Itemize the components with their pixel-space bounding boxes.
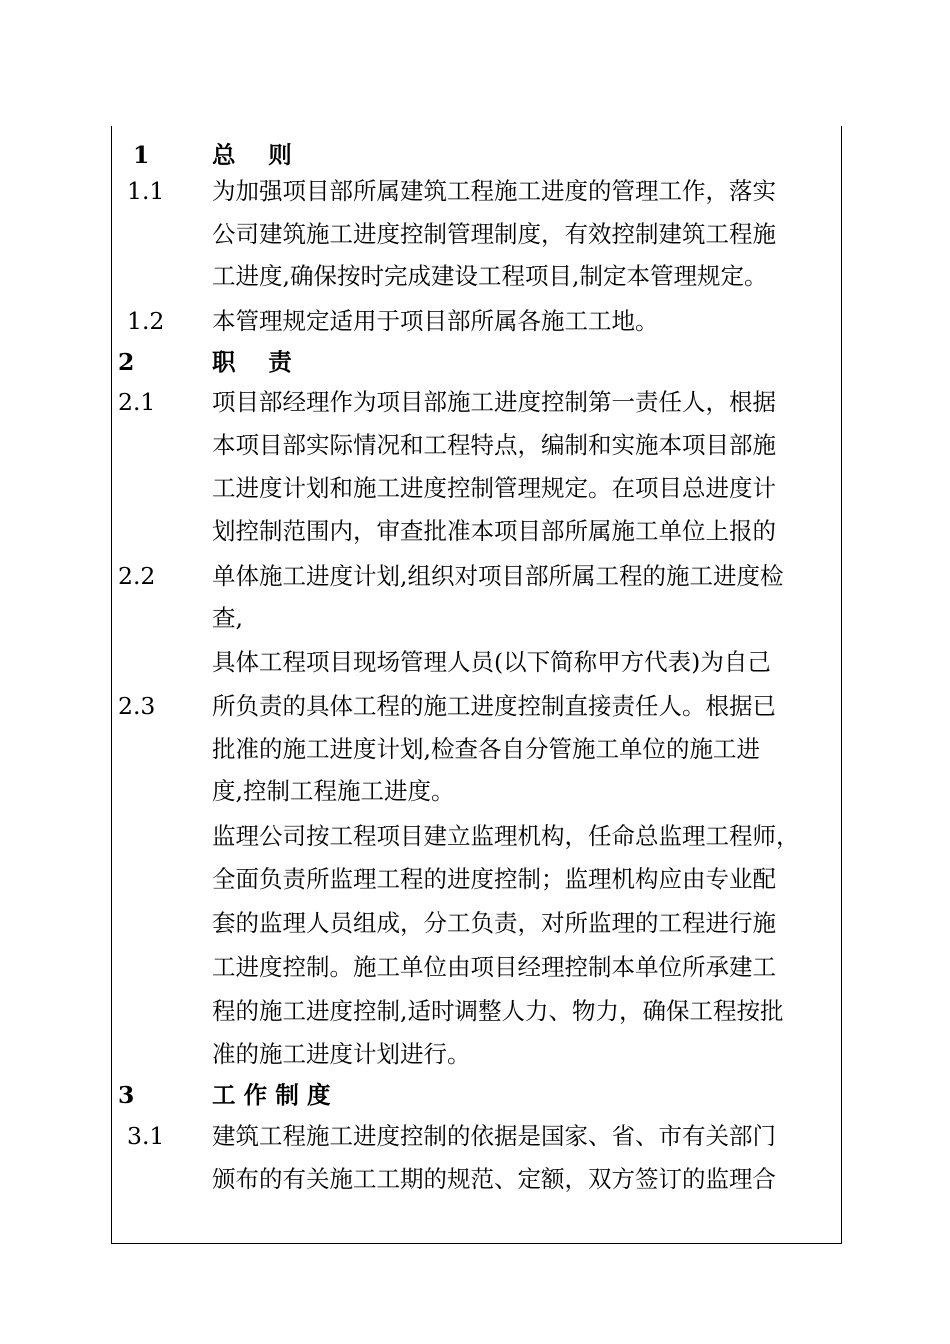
paragraph-line: 颁布的有关施工工期的规范、定额，双方签订的监理合 — [212, 1165, 776, 1193]
paragraph-line: 监理公司按工程项目建立监理机构，任命总监理工程师， — [212, 822, 800, 850]
paragraph-line: 公司建筑施工进度控制管理制度，有效控制建筑工程施 — [212, 220, 776, 248]
clause-number: 2.2 — [118, 562, 156, 590]
paragraph-line: 准的施工进度计划进行。 — [212, 1040, 471, 1068]
paragraph-line: 工进度控制。施工单位由项目经理控制本单位所承建工 — [212, 953, 776, 981]
paragraph-line: 度,控制工程施工进度。 — [212, 777, 455, 805]
section-title: 总 则 — [212, 141, 292, 169]
paragraph-line: 工进度,确保按时完成建设工程项目,制定本管理规定。 — [212, 262, 768, 290]
document-frame — [111, 126, 842, 1244]
paragraph-line: 单体施工进度计划,组织对项目部所属工程的施工进度检 — [212, 562, 784, 590]
section-number: 2 — [118, 348, 135, 376]
section-title: 职 责 — [212, 348, 292, 376]
paragraph-line: 全面负责所监理工程的进度控制；监理机构应由专业配 — [212, 865, 776, 893]
paragraph-line: 为加强项目部所属建筑工程施工进度的管理工作，落实 — [212, 177, 776, 205]
clause-number: 2.1 — [118, 388, 156, 416]
paragraph-line: 划控制范围内，审查批准本项目部所属施工单位上报的 — [212, 517, 776, 545]
section-number: 1 — [133, 141, 150, 169]
clause-number: 1.1 — [127, 177, 165, 205]
paragraph-line: 工进度计划和施工进度控制管理规定。在项目总进度计 — [212, 474, 776, 502]
paragraph-line: 所负责的具体工程的施工进度控制直接责任人。根据已 — [212, 692, 776, 720]
paragraph-line: 建筑工程施工进度控制的依据是国家、省、市有关部门 — [212, 1122, 776, 1150]
paragraph-line: 本项目部实际情况和工程特点，编制和实施本项目部施 — [212, 431, 776, 459]
section-number: 3 — [118, 1081, 135, 1109]
paragraph-line: 具体工程项目现场管理人员(以下简称甲方代表)为自己 — [212, 648, 771, 676]
paragraph-line: 程的施工进度控制,适时调整人力、物力，确保工程按批 — [212, 997, 784, 1025]
paragraph-line: 项目部经理作为项目部施工进度控制第一责任人，根据 — [212, 388, 776, 416]
clause-number: 2.3 — [118, 692, 156, 720]
clause-number: 3.1 — [127, 1122, 165, 1150]
paragraph-line: 查, — [212, 604, 243, 632]
paragraph-line: 批准的施工进度计划,检查各自分管施工单位的施工进 — [212, 735, 760, 763]
section-title: 工 作 制 度 — [212, 1081, 331, 1109]
paragraph-line: 本管理规定适用于项目部所属各施工工地。 — [212, 307, 659, 335]
paragraph-line: 套的监理人员组成，分工负责，对所监理的工程进行施 — [212, 909, 776, 937]
clause-number: 1.2 — [127, 307, 165, 335]
